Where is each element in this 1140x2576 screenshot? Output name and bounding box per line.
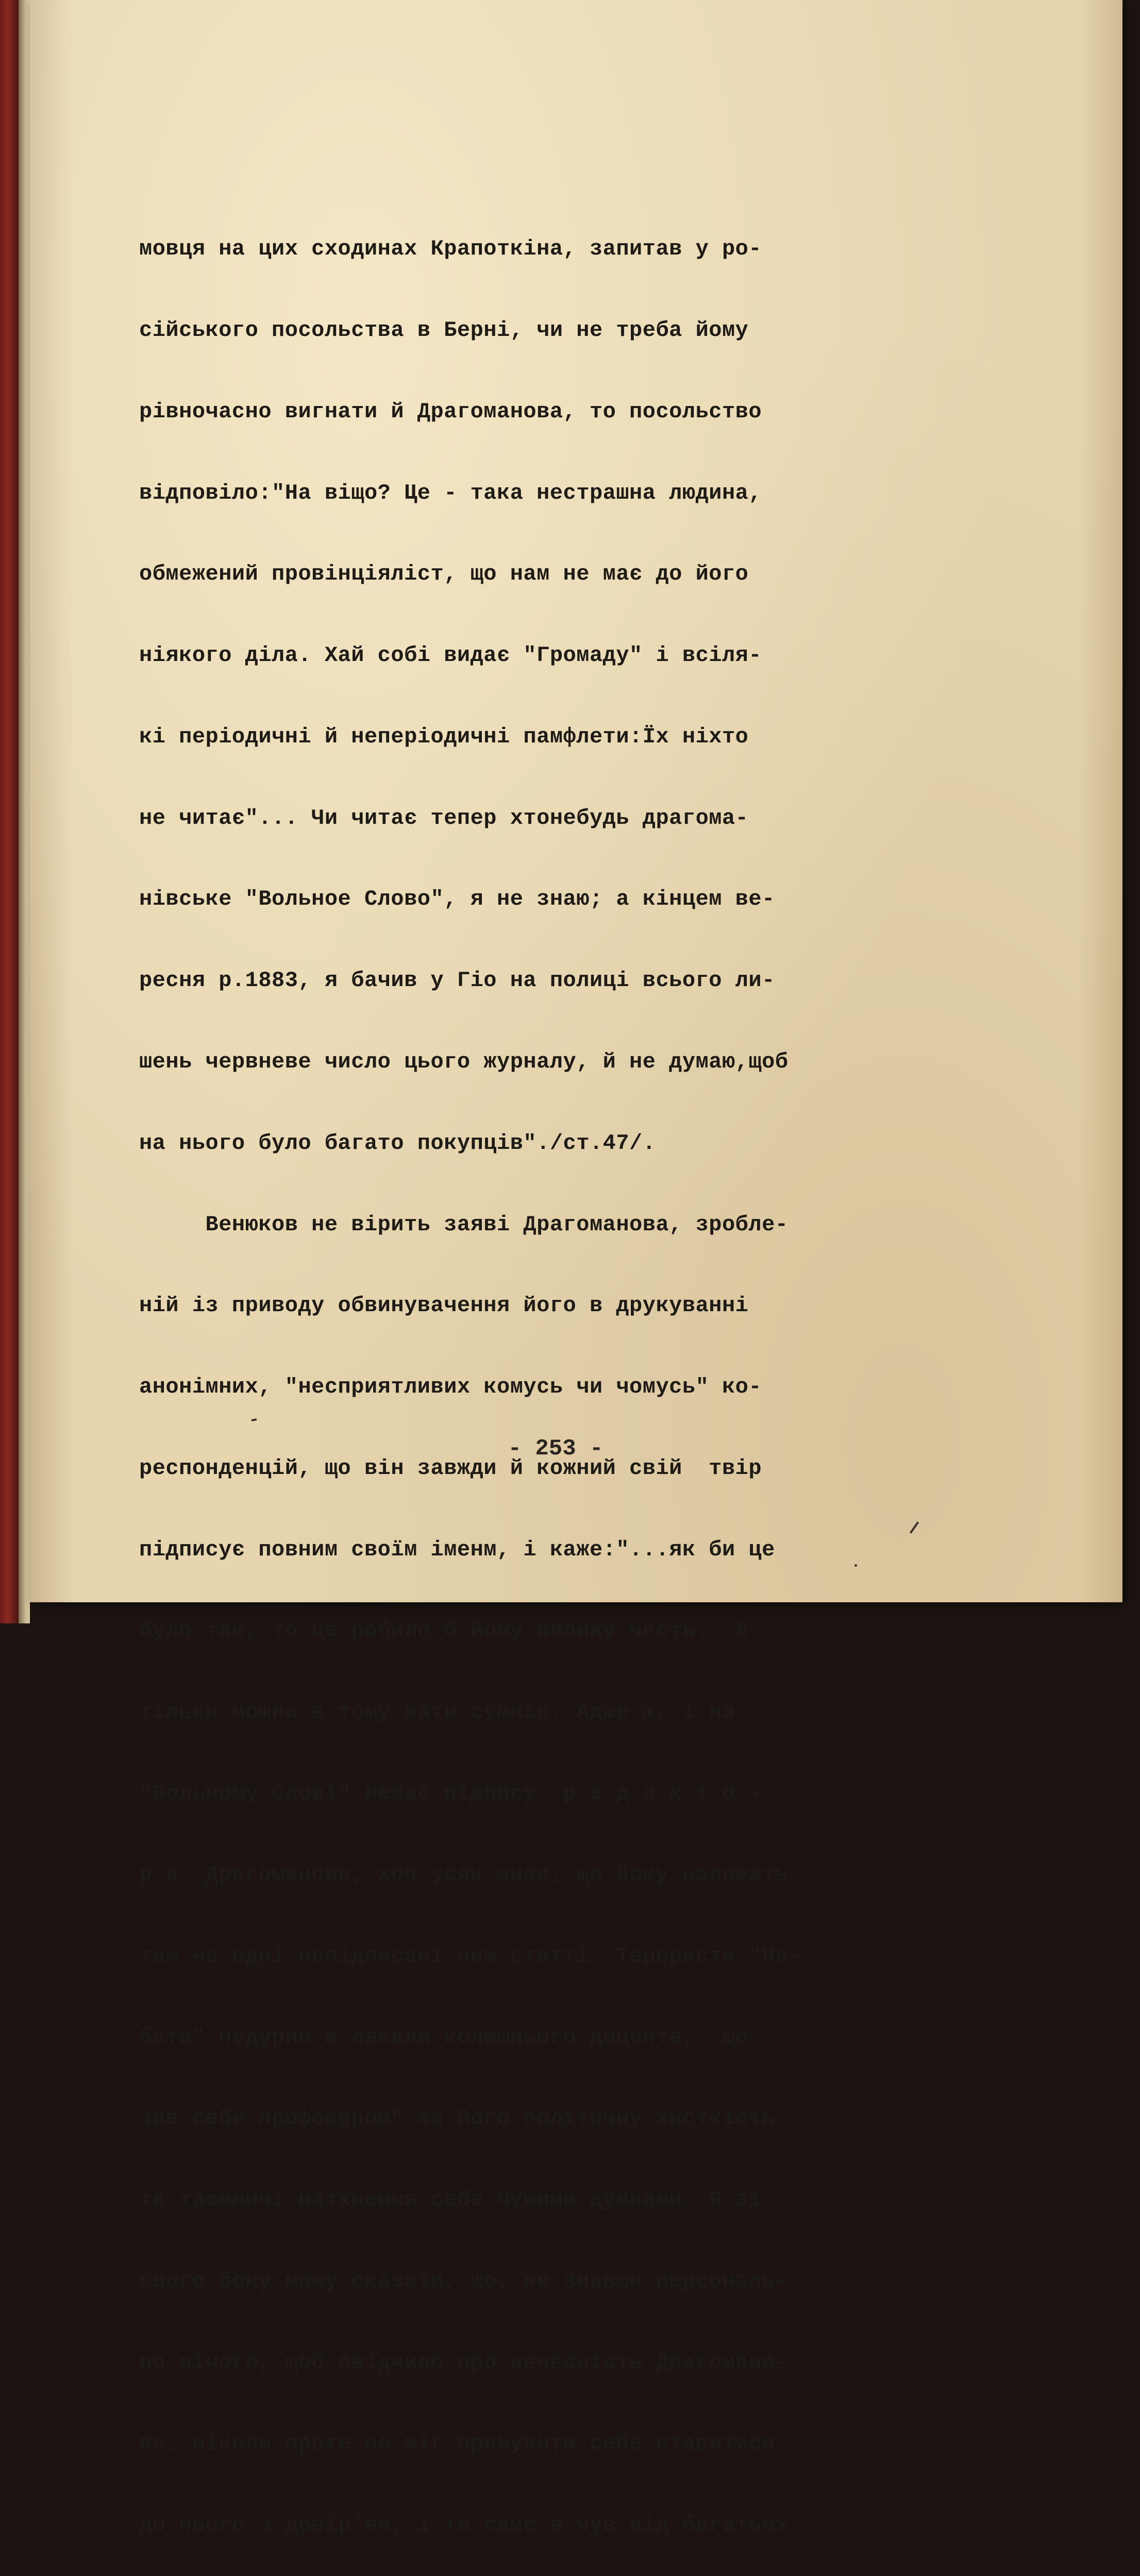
text-line: ній із приводу обвинувачення його в друкуванні (139, 1293, 749, 1318)
text-line: рівночасно вигнати й Драгоманова, то посольство (139, 399, 762, 424)
page-number: - 253 - (508, 1436, 603, 1462)
text-line: та таємничі натхнення себе чужими думками. Я зі (139, 2187, 762, 2212)
text-line: шень червневе число цього журналу, й не думаю,щоб (139, 1049, 789, 1074)
text-line: на нього було багато покупців"./ст.47/. (139, 1130, 656, 1156)
book-spine (0, 0, 19, 1623)
typed-text-block (139, 181, 984, 2576)
text-line: кі періодичні й неперіодичні памфлети:Їх ніхто (139, 724, 749, 749)
text-line: тільки можна в тому мати сумнів. Адже ж, і на (139, 1700, 735, 1725)
text-line: сійського посольства в Берні, чи не треба йому (139, 317, 749, 343)
text-line: ва, ніколи проте не міг примусити себе ставитися (139, 2431, 775, 2456)
text-line: р а Драгоманова, хоч усяк знає, що йому належать (139, 1862, 789, 1887)
text-line: анонімних, "несприятливих комусь чи чомусь" ко- (139, 1375, 762, 1400)
text-line: мовця на цих сходинах Крапоткіна, запитав у ро- (139, 236, 762, 262)
text-line: не читає"... Чи читає тепер хтонебудь драгома- (139, 805, 749, 831)
text-line: відповіло:"На віщо? Це - така нестрашна людина, (139, 480, 762, 505)
ink-dot (854, 1564, 857, 1567)
text-line: ніякого діла. Хай собі видає "Громаду" і всіля- (139, 643, 762, 668)
text-line: "Вольному Слові" немає підпису р е д а к т о - (139, 1781, 762, 1806)
text-line: Венюков не вірить заяві Драгоманова, зробле- (139, 1212, 789, 1237)
text-line: свого боку можу сказати, що, не знавши персональ- (139, 2268, 789, 2294)
text-line: до нього з довір'ям; і те саме я чув від багатьох (139, 2513, 789, 2538)
text-line: було так, то це робило б йому велику честь. А (139, 1618, 749, 1643)
text-line: респонденцій, що він завжди й кожний свій твір (139, 1455, 762, 1481)
text-line: там не одні непідписані ним статті. Терористи "На- (139, 1943, 802, 1969)
text-line: бата" недурно ж лякали колишнього доцента, що (139, 2025, 749, 2050)
text-line: зве себе професором" за його політичну хисткість (139, 2106, 775, 2131)
text-line: но нічого, щоб свідчило про нечесність Драгомано- (139, 2350, 789, 2375)
text-line: ресня р.1883, я бачив у Гіо на полиці всього ли- (139, 968, 775, 993)
text-line: обмежений провінціяліст, що нам не має до його (139, 562, 749, 587)
text-line: нівське "Вольное Слово", я не знаю; а кінцем ве- (139, 887, 775, 912)
text-line: підписує повним своїм іменм, і каже:"...як би це (139, 1537, 775, 1562)
page-edge (19, 0, 30, 1623)
